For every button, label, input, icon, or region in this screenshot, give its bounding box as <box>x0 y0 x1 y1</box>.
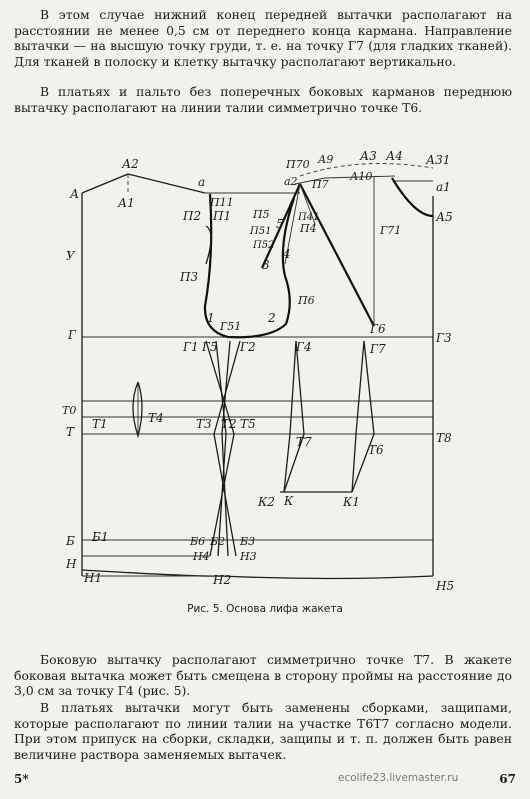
label-P5: П5 <box>253 208 270 221</box>
label-P4: П4 <box>300 222 317 235</box>
label-P6: П6 <box>298 294 315 307</box>
paragraph-2: В платьях и пальто без поперечных боковых карманов переднюю вытачку располагают на линии талии симметрично точке Т6. <box>14 84 512 115</box>
label-G51: Г51 <box>220 320 242 333</box>
paragraph-1: В этом случае нижний конец передней вытачки располагают на расстоянии не менее 0,5 см от переднего конца кармана. Направление вытачки — на высшую точку груди, т. е. на точку Г7 (для гладких тканей). Для тканей в полоску и клетку вытачку располагают вертикально. <box>14 7 512 69</box>
page-signature-mark: 5* <box>14 772 29 786</box>
label-H3: Н3 <box>240 550 257 563</box>
label-a2: а2 <box>284 175 298 188</box>
label-K1: К1 <box>343 495 360 509</box>
label-G3: Г3 <box>436 331 452 345</box>
label-H5: Н5 <box>436 579 455 593</box>
label-T4: Т4 <box>148 411 164 425</box>
figure-caption: Рис. 5. Основа лифа жакета <box>187 603 343 615</box>
label-T0: Т0 <box>62 404 77 417</box>
label-H1: Н1 <box>84 571 103 585</box>
label-H4: Н4 <box>193 550 210 563</box>
label-H2: Н2 <box>213 573 232 587</box>
label-B1: Б1 <box>92 530 109 544</box>
label-T8: Т8 <box>436 431 452 445</box>
label-P7: П7 <box>312 178 329 191</box>
label-n5: 5 <box>276 217 284 231</box>
label-T7: Т7 <box>296 435 312 449</box>
label-B6: Б6 <box>190 535 206 548</box>
label-G7: Г7 <box>370 342 386 356</box>
label-G5: Г5 <box>202 340 218 354</box>
label-n1: 1 <box>207 311 215 325</box>
label-H: Н <box>66 557 77 571</box>
label-G71: Г71 <box>380 224 402 237</box>
label-A: А <box>70 187 80 201</box>
label-P51: П51 <box>250 226 272 237</box>
watermark-text: ecolife23.livemaster.ru <box>338 772 459 784</box>
label-K: К <box>284 494 294 508</box>
label-B3: Б3 <box>240 535 256 548</box>
page-number: 67 <box>499 772 516 786</box>
label-T6: Т6 <box>368 443 384 457</box>
label-n3: 3 <box>262 258 270 272</box>
paragraph-3: Боковую вытачку располагают симметрично точке Т7. В жакете боковая вытачка может быть смещена в сторону проймы на расстояние до 3,0 см за точку Г4 (рис. 5). <box>14 652 512 698</box>
label-P52: П52 <box>253 240 275 251</box>
label-Y: У <box>66 249 75 263</box>
label-G: Г <box>68 328 76 342</box>
paragraph-4: В платьях вытачки могут быть заменены сборками, защипами, которые располагают по линии талии на участке Т6Т7 согласно модели. При этом припуск на сборки, складки, защипы и т. п. должен быть равен величине раствора заменяемых вытачек. <box>14 700 512 762</box>
label-P11: П11 <box>210 196 234 209</box>
label-P1: П1 <box>213 209 232 223</box>
label-P70: П70 <box>286 158 310 171</box>
label-n2: 2 <box>268 311 276 325</box>
label-T: Т <box>66 425 75 439</box>
label-T3: Т3 <box>196 417 212 431</box>
label-K2: К2 <box>258 495 275 509</box>
label-A4: А4 <box>386 149 403 163</box>
label-a: а <box>198 175 206 189</box>
label-P3: П3 <box>180 270 199 284</box>
label-n4: 4 <box>283 247 291 261</box>
label-G4: Г4 <box>296 340 312 354</box>
label-P2: П2 <box>183 209 202 223</box>
label-A31: А31 <box>426 153 451 167</box>
label-A9: А9 <box>318 153 334 166</box>
label-G2: Г2 <box>240 340 256 354</box>
pattern-drawing <box>0 136 530 601</box>
label-G1: Г1 <box>183 340 199 354</box>
label-P41: П41 <box>298 212 320 223</box>
label-A10: А10 <box>350 170 373 183</box>
label-A2: А2 <box>122 157 139 171</box>
label-B: Б <box>66 534 75 548</box>
label-A5: А5 <box>436 210 453 224</box>
label-a1: а1 <box>436 180 451 194</box>
label-B2: Б2 <box>210 535 226 548</box>
label-G6: Г6 <box>370 322 386 336</box>
label-T5: Т5 <box>240 417 256 431</box>
label-A1: А1 <box>118 196 135 210</box>
label-A3: А3 <box>360 149 377 163</box>
label-T1: Т1 <box>92 417 108 431</box>
label-T2: Т2 <box>221 417 237 431</box>
